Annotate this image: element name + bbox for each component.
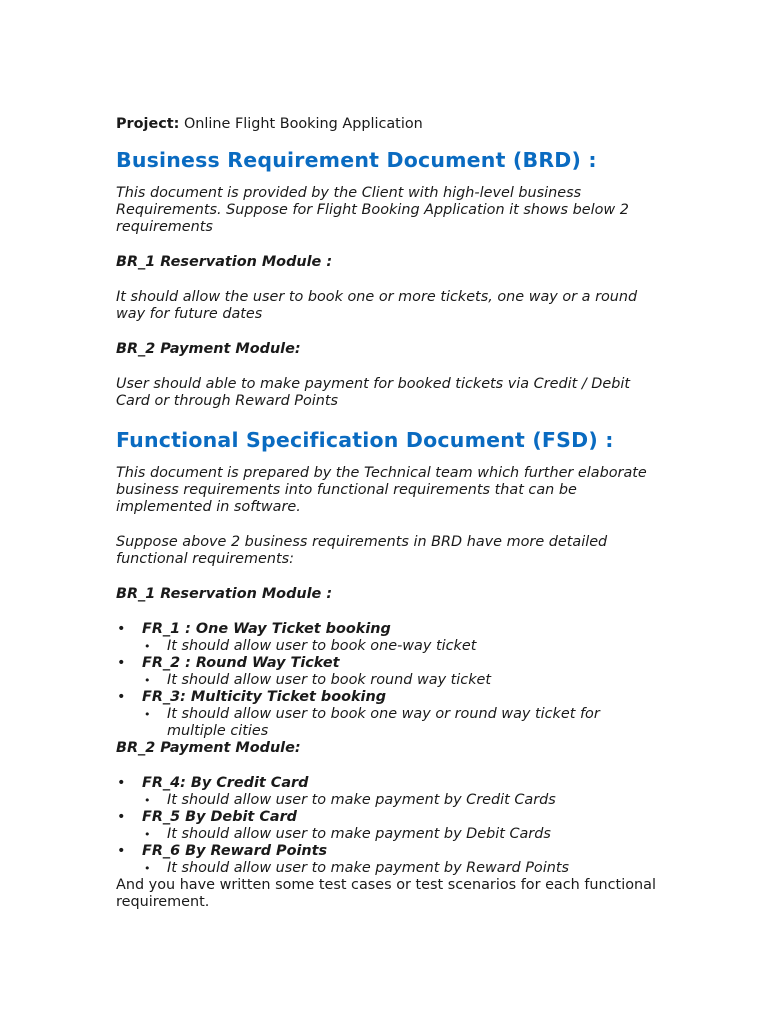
requirement-title: FR_5 By Debit Card <box>142 809 297 825</box>
fsd-br1-list <box>116 621 656 740</box>
requirement-detail: • It should allow user to book one-way ticket <box>142 638 656 655</box>
list-item <box>116 809 656 843</box>
fsd-intro: This document is prepared by the Technical team which further elaborate business requirements into functional requirements that can be implemented in software. <box>116 465 647 515</box>
requirement-title: FR_3: Multicity Ticket booking <box>142 689 387 705</box>
brd-br2-text: User should able to make payment for booked tickets via Credit / Debit Card or through Reward Points <box>116 376 630 409</box>
requirement-title: FR_1 : One Way Ticket booking <box>142 621 391 637</box>
list-item <box>116 621 656 655</box>
requirement-detail: • It should allow user to book round way ticket <box>142 672 656 689</box>
project-value: Online Flight Booking Application <box>179 116 423 132</box>
brd-br2-title: BR_2 Payment Module: <box>116 341 301 357</box>
requirement-detail: • It should allow user to make payment by Credit Cards <box>142 792 656 809</box>
brd-br1-title: BR_1 Reservation Module : <box>116 254 333 270</box>
requirement-title: FR_4: By Credit Card <box>142 775 309 791</box>
list-item <box>116 775 656 809</box>
requirement-detail: • It should allow user to book one way or round way ticket for multiple cities <box>142 706 656 740</box>
requirement-title: FR_2 : Round Way Ticket <box>142 655 340 671</box>
brd-intro: This document is provided by the Client with high-level business Requirements. Suppose for Flight Booking Application it shows below 2 requirements <box>116 185 629 235</box>
requirement-title: FR_6 By Reward Points <box>142 843 328 859</box>
project-line <box>116 116 656 133</box>
fsd-br1-title: BR_1 Reservation Module : <box>116 586 333 602</box>
fsd-br2-title: BR_2 Payment Module: <box>116 740 301 756</box>
list-item <box>116 655 656 689</box>
list-item <box>116 843 656 877</box>
document-page <box>116 116 656 911</box>
fsd-heading: Functional Specification Document (FSD) : <box>116 428 614 452</box>
fsd-intro-2: Suppose above 2 business requirements in BRD have more detailed functional requirements: <box>116 534 608 567</box>
requirement-detail: • It should allow user to make payment by Reward Points <box>142 860 656 877</box>
requirement-detail: • It should allow user to make payment by Debit Cards <box>142 826 656 843</box>
brd-heading: Business Requirement Document (BRD) : <box>116 148 597 172</box>
list-item <box>116 689 656 740</box>
fsd-br2-list <box>116 775 656 877</box>
brd-br1-text: It should allow the user to book one or more tickets, one way or a round way for future dates <box>116 289 638 322</box>
closing-text: And you have written some test cases or test scenarios for each functional requirement. <box>116 877 656 910</box>
project-label: Project: <box>116 116 180 132</box>
